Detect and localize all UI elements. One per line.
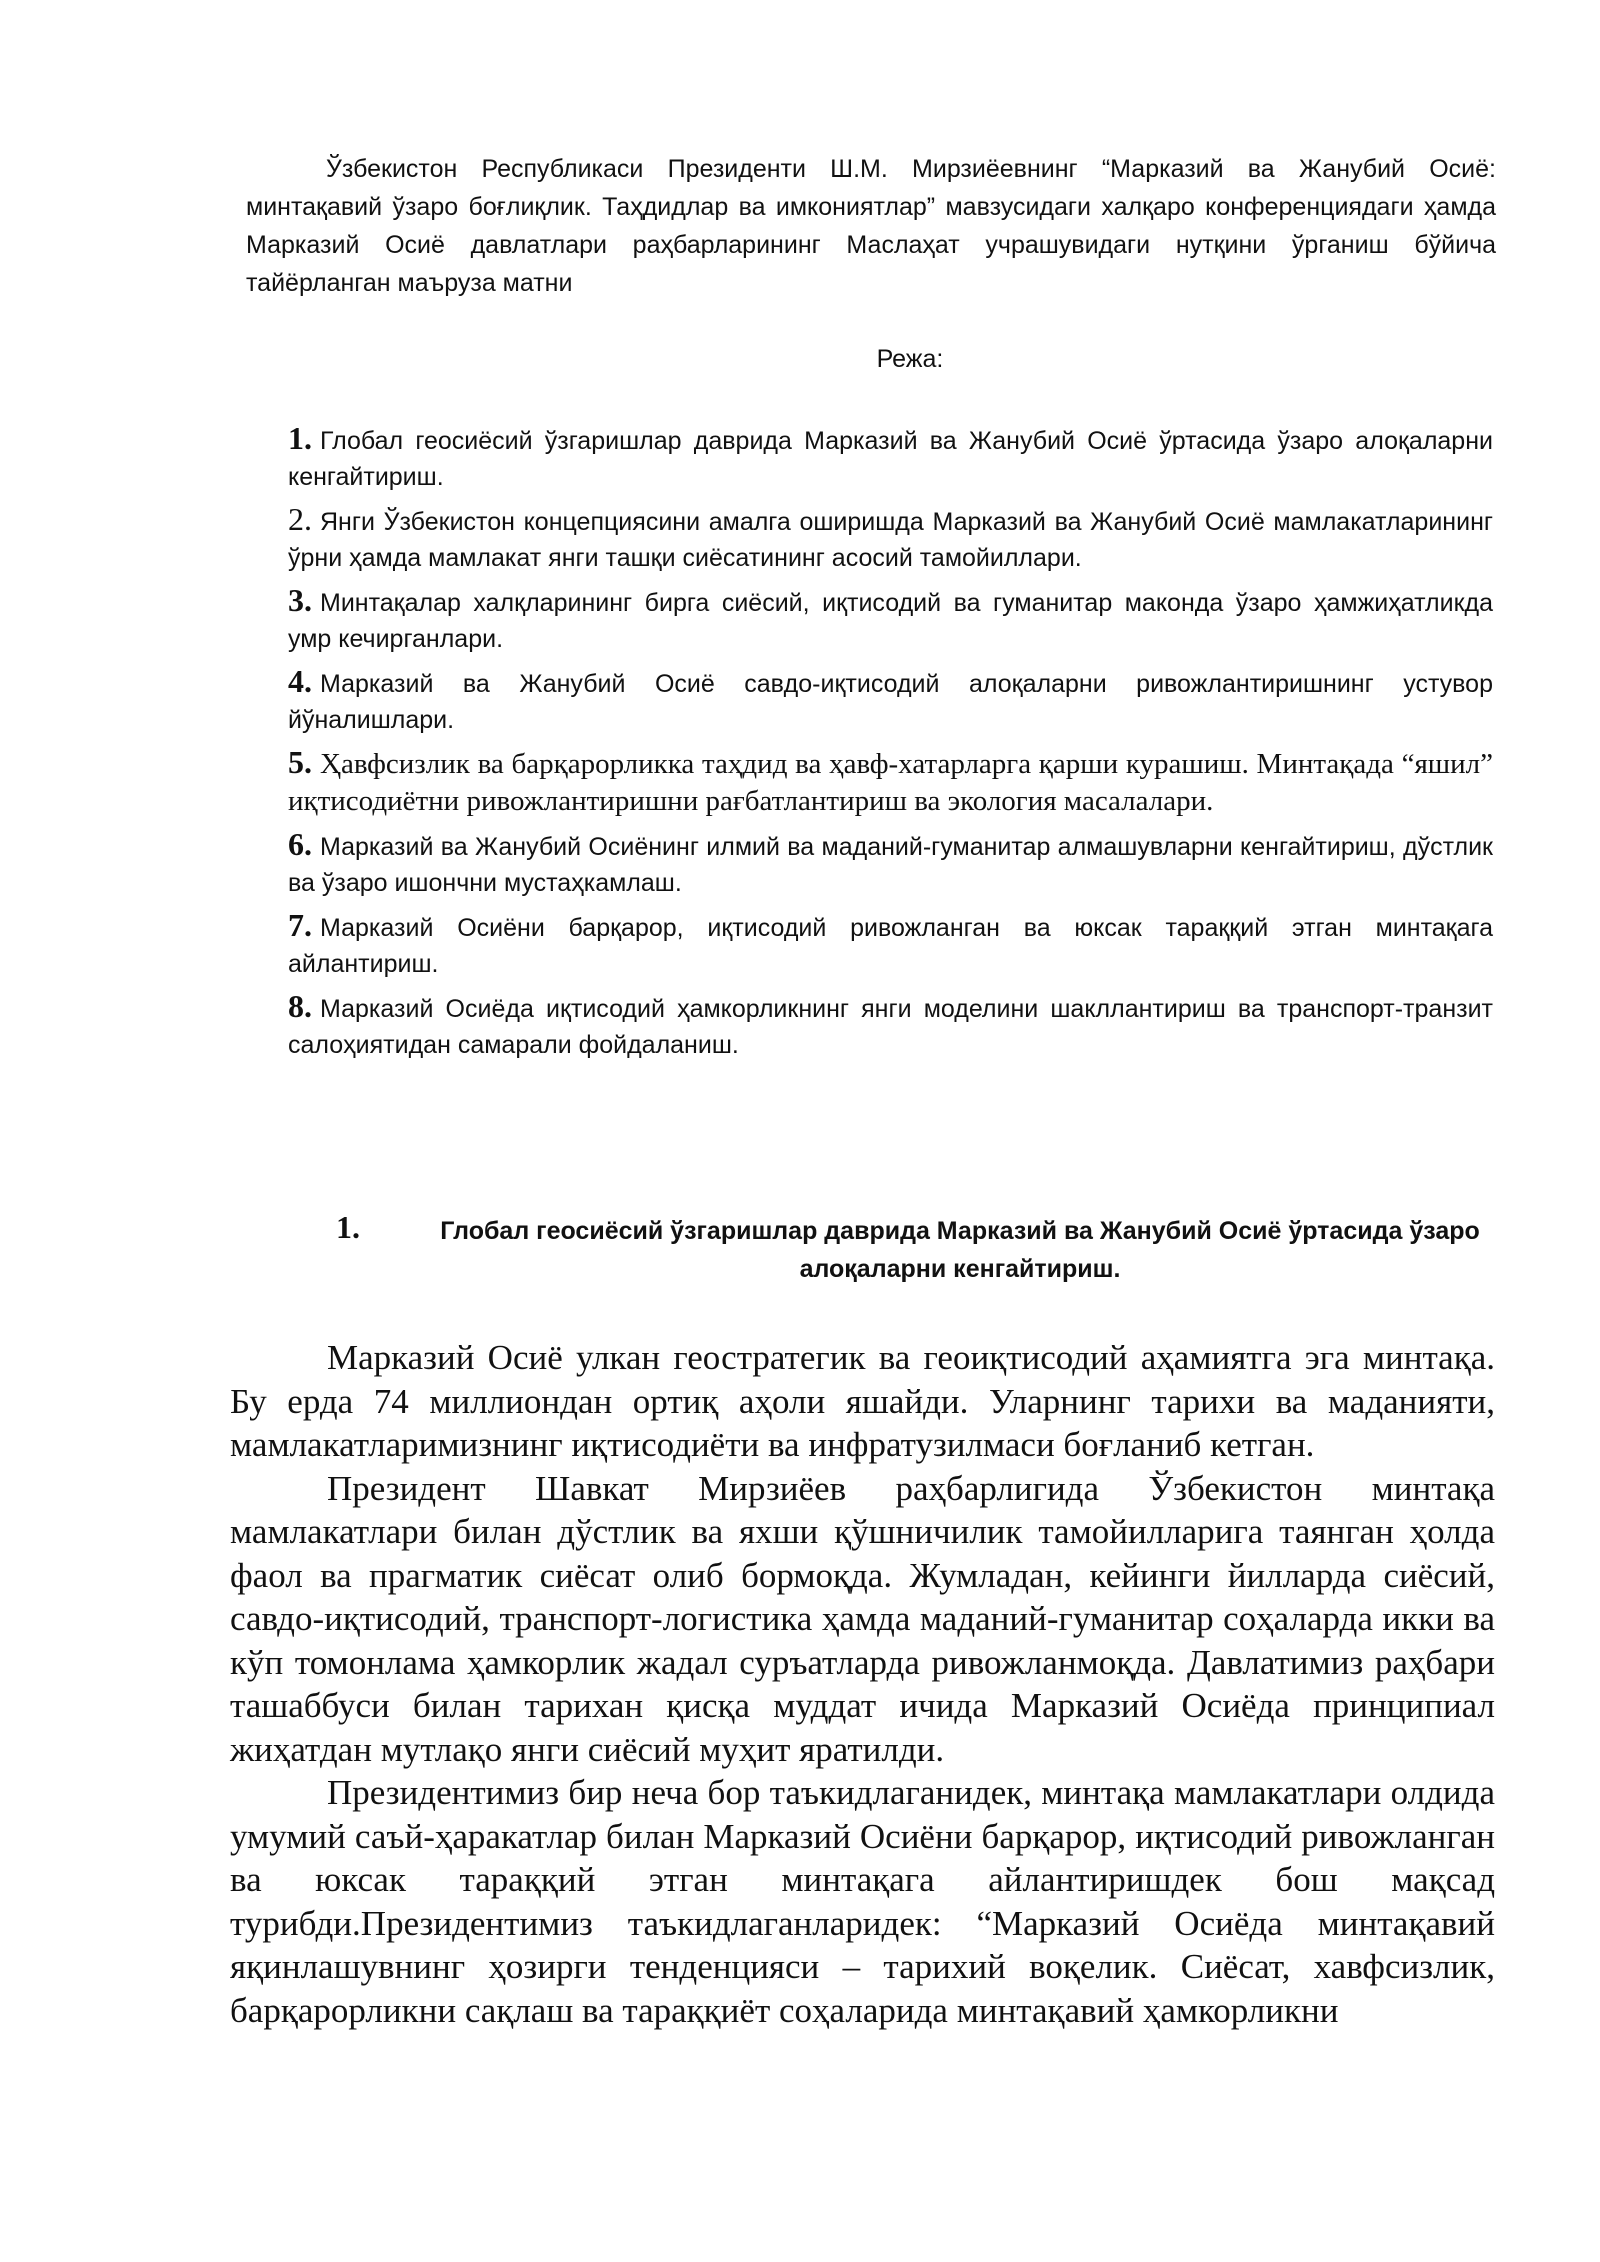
plan-item-text: Марказий Осиёни барқарор, иқтисодий ривожланган ва юксак тараққий этган минтақага айлантириш. <box>288 914 1493 978</box>
section-heading <box>330 1209 1490 1288</box>
section-title: Глобал геосиёсий ўзгаришлар даврида Марказий ва Жанубий Осиё ўртасида ўзаро алоқаларни кенгайтириш. <box>440 1217 1480 1283</box>
plan-item-text: Янги Ўзбекистон концепциясини амалга оширишда Марказий ва Жанубий Осиё мамлакатларининг ўрни ҳамда мамлакат янги ташқи сиёсатининг асосий тамойиллари. <box>288 508 1493 572</box>
plan-item-5 <box>288 744 1493 820</box>
plan-item-4 <box>288 663 1493 738</box>
body-paragraph-3: Президентимиз бир неча бор таъкидлаганидек, минтақа мамлакатлари олдида умумий саъй-ҳаракатлар билан Марказий Осиёни барқарор, иқтисодий ривожланган ва юксак тараққий этган минтақага айлантиришдек бош мақсад турибди.Президентимиз таъкидлаганларидек: “Марказий Осиёда минтақавий яқинлашувнинг ҳозирги тенденцияси – тарихий воқелик. Сиёсат, хавфсизлик, барқарорликни сақлаш ва тараққиёт соҳаларида минтақавий ҳамкорликни <box>230 1773 1495 2030</box>
body-text <box>230 1336 1495 2032</box>
plan-item-text: Марказий ва Жанубий Осиёнинг илмий ва маданий-гуманитар алмашувларни кенгайтириш, дўстлик ва ўзаро ишончни мустаҳкамлаш. <box>288 833 1493 897</box>
body-paragraph-2: Президент Шавкат Мирзиёев раҳбарлигида Ўзбекистон минтақа мамлакатлари билан дўстлик ва яхши қўшничилик тамойилларига таянган ҳолда фаол ва прагматик сиёсат олиб бормоқда. Жумладан, кейинги йилларда сиёсий, савдо-иқтисодий, транспорт-логистика ҳамда маданий-гуманитар соҳаларда икки ва кўп томонлама ҳамкорлик жадал суръатларда ривожланмоқда. Давлатимиз раҳбари ташаббуси билан тарихан қисқа муддат ичида Марказий Осиёда принципиал жиҳатдан мутлақо янги сиёсий муҳит яратилди. <box>230 1468 1495 1769</box>
plan-item-8 <box>288 988 1493 1063</box>
plan-item-7 <box>288 907 1493 982</box>
plan-item-1 <box>288 420 1493 495</box>
plan-list <box>288 420 1493 1069</box>
section-number: 1. <box>336 1209 360 1245</box>
plan-item-number: 2. <box>288 501 312 537</box>
plan-item-text: Ҳавфсизлик ва барқарорликка таҳдид ва ҳавф-хатарларга қарши курашиш. Минтақада “яшил” иқтисодиётни ривожлантиришни рағбатлантириш ва экология масалалари. <box>288 748 1493 817</box>
plan-item-3 <box>288 582 1493 657</box>
plan-item-number: 7. <box>288 907 312 943</box>
plan-item-number: 6. <box>288 826 312 862</box>
plan-item-number: 3. <box>288 582 312 618</box>
plan-item-6 <box>288 826 1493 901</box>
plan-item-number: 5. <box>288 744 312 780</box>
plan-item-number: 8. <box>288 988 312 1024</box>
plan-item-text: Марказий Осиёда иқтисодий ҳамкорликнинг янги моделини шакллантириш ва транспорт-транзит салоҳиятидан самарали фойдаланиш. <box>288 995 1493 1059</box>
plan-item-number: 4. <box>288 663 312 699</box>
plan-heading: Режа: <box>876 345 944 373</box>
plan-item-number: 1. <box>288 420 312 456</box>
document-intro: Ўзбекистон Республикаси Президенти Ш.М. Мирзиёевнинг “Марказий ва Жанубий Осиё: минтақавий ўзаро боғлиқлик. Таҳдидлар ва имкониятлар” мавзусидаги халқаро конференциядаги ҳамда Марказий Осиё давлатлари раҳбарларининг Маслаҳат учрашувидаги нутқини ўрганиш бўйича тайёрланган маъруза матни <box>246 155 1496 297</box>
plan-item-text: Минтақалар халқларининг бирга сиёсий, иқтисодий ва гуманитар маконда ўзаро ҳамжиҳатликда умр кечирганлари. <box>288 589 1493 653</box>
body-paragraph-1: Марказий Осиё улкан геостратегик ва геоиқтисодий аҳамиятга эга минтақа. Бу ерда 74 миллиондан ортиқ аҳоли яшайди. Уларнинг тарихи ва маданияти, мамлакатларимизнинг иқтисодиёти ва инфратузилмаси боғланиб кетган. <box>230 1338 1495 1464</box>
plan-item-2 <box>288 501 1493 576</box>
plan-item-text: Марказий ва Жанубий Осиё савдо-иқтисодий алоқаларни ривожлантиришнинг устувор йўналишлари. <box>288 670 1493 734</box>
plan-item-text: Глобал геосиёсий ўзгаришлар даврида Марказий ва Жанубий Осиё ўртасида ўзаро алоқаларни кенгайтириш. <box>288 427 1493 491</box>
